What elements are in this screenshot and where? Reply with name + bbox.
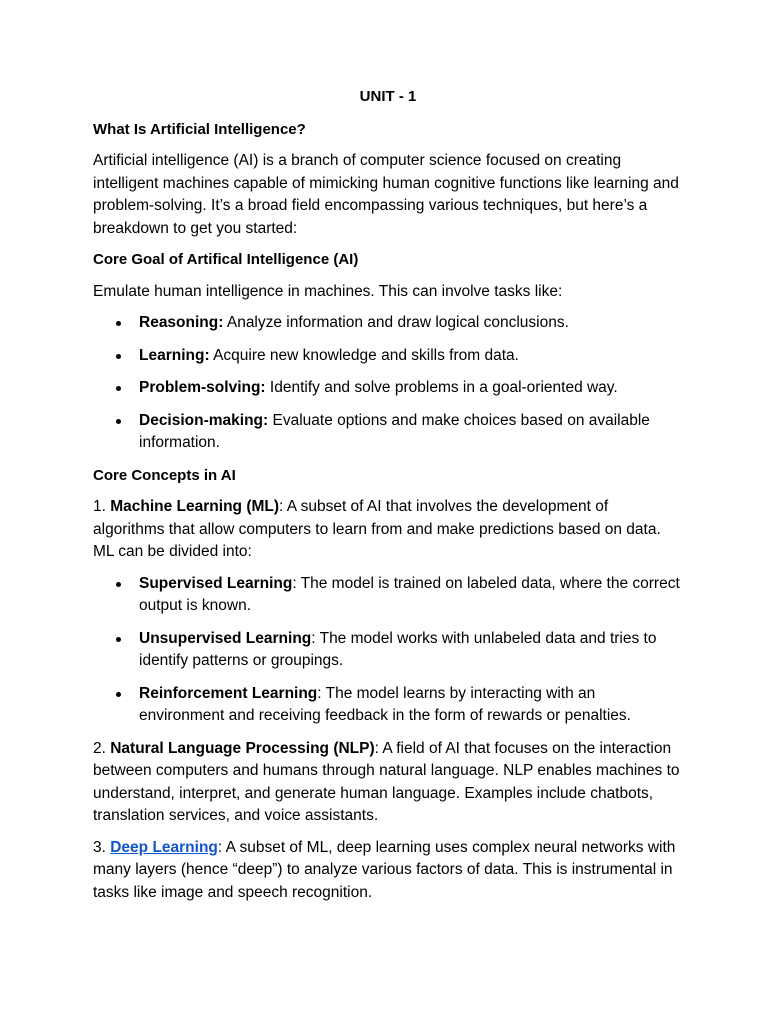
heading-core-concepts: Core Concepts in AI [93, 466, 236, 484]
list-item-term: Reasoning: [139, 314, 224, 331]
list-item [93, 410, 683, 455]
list-item-text: Analyze information and draw logical conclusions. [223, 314, 569, 331]
heading-core-goal: Core Goal of Artifical Intelligence (AI) [93, 251, 359, 268]
intro-paragraph: Artificial intelligence (AI) is a branch of computer science focused on creating intelligent machines capable of mimicking human cognitive functions like learning and problem-solving. It’s a broad field encompassing various techniques, but here’s a breakdown to get you started: [93, 152, 679, 237]
list-item-term: Unsupervised Learning [139, 629, 312, 647]
list-item-term: Problem-solving: [139, 379, 266, 396]
ml-text: : A subset of AI that involves the development of algorithms that allow computers to learn from and make predictions based on data. ML can be divided into: [93, 498, 661, 560]
nlp-number: 2. [93, 739, 111, 757]
list-item-term: Supervised Learning [139, 574, 293, 592]
list-item-term: Decision-making: [139, 411, 269, 429]
list-item [93, 345, 683, 368]
ml-types-list [93, 573, 683, 728]
list-item-text: Identify and solve problems in a goal-oriented way. [265, 379, 618, 396]
list-item-text: : The model works with unlabeled data and tries to identify patterns or groupings. [139, 629, 657, 669]
list-item-text: : The model is trained on labeled data, where the correct output is known. [139, 574, 680, 614]
dl-text: : A subset of ML, deep learning uses complex neural networks with many layers (hence “deep”) to analyze various factors of data. This is instrumental in tasks like image and speech recognition. [93, 838, 676, 901]
heading-what-is-ai: What Is Artificial Intelligence? [93, 120, 306, 138]
ml-term: Machine Learning (ML) [110, 498, 280, 515]
nlp-term: Natural Language Processing (NLP) [110, 739, 375, 757]
list-item-text: Acquire new knowledge and skills from data. [209, 346, 519, 364]
deep-learning-link[interactable]: Deep Learning [110, 838, 218, 856]
nlp-text: : A field of AI that focuses on the interaction between computers and humans through natural language. NLP enables machines to understand, interpret, and generate human language. Examples include chatbots, translation services, and voice assistants. [93, 739, 680, 824]
list-item [93, 312, 683, 335]
list-item-term: Reinforcement Learning [139, 684, 318, 702]
ml-number: 1. [93, 498, 111, 515]
list-item [93, 628, 683, 673]
list-item [93, 573, 683, 618]
list-item-term: Learning: [139, 346, 210, 364]
list-item [93, 683, 683, 728]
ml-paragraph [93, 496, 683, 564]
nlp-paragraph [93, 738, 683, 828]
goal-intro-paragraph: Emulate human intelligence in machines. This can involve tasks like: [93, 282, 563, 300]
goals-list [93, 312, 683, 455]
dl-number: 3. [93, 838, 111, 856]
list-item-text: Evaluate options and make choices based on available information. [139, 411, 650, 451]
page-title: UNIT - 1 [359, 88, 417, 105]
document-page [93, 86, 683, 913]
dl-paragraph [93, 837, 683, 905]
list-item-text: : The model learns by interacting with an environment and receiving feedback in the form of rewards or penalties. [139, 684, 631, 724]
list-item [93, 377, 683, 400]
